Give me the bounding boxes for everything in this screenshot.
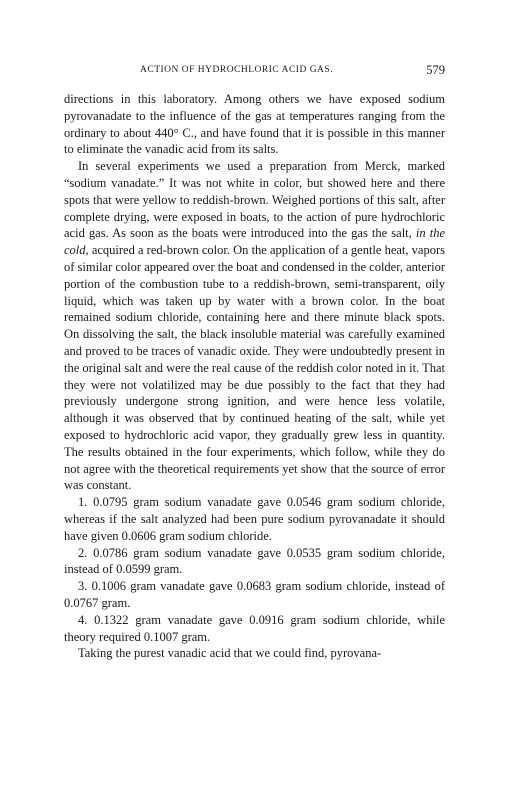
running-head [64,62,445,78]
running-title: ACTION OF HYDROCHLORIC ACID GAS. [140,65,334,75]
experiment-2: 2. 0.0786 gram sodium vanadate gave 0.0535 gram sodium chloride, instead of 0.0599 gram. [64,545,445,577]
body-text [64,91,445,662]
experiment-1: 1. 0.0795 gram sodium vanadate gave 0.0546 gram sodium chloride, whereas if the salt analyzed had been pure sodium pyrovanadate it should have given 0.0606 gram sodium chloride. [64,495,445,543]
paragraph-2-emphasis: in the cold, [64,226,445,258]
page-number: 579 [426,63,445,77]
paragraph-1: directions in this laboratory. Among others we have exposed sodium pyrovanadate to the influence of the gas at temperatures ranging from the ordinary to about 440° C., and have found that it is possible in this manner to eliminate the vanadic acid from its salts. [64,92,445,157]
experiment-3: 3. 0.1006 gram vanadate gave 0.0683 gram sodium chloride, instead of 0.0767 gram. [64,579,445,610]
paragraph-2-text-2: acquired a red-brown color. On the application of a gentle heat, vapors of similar color appeared over the boat and condensed in the colder, anterior portion of the combustion tube to a reddish-brown, semi-transparent, oily liquid, which was taken up by water with a brown color. In the boat remained sodium chloride, containing here and there minute black spots. On dissolving the salt, the black insoluble material was carefully examined and proved to be traces of vanadic oxide. They were undoubtedly present in the original salt and were the real cause of the reddish color noted in it. That they were not volatilized may be due possibly to the fact that they had previously undergone strong ignition, and were hence less volatile, although it was observed that by continued heating of the salt, while yet exposed to hydrochloric acid vapor, they gradually grew less in quantity. The results obtained in the four experiments, which follow, while they do not agree with the theoretical requirements yet show that the source of error was constant. [64,243,446,493]
paragraph-2-text-1: In several experiments we used a preparation from Merck, marked “sodium vanadate.” It was not white in color, but showed here and there spots that were yellow to reddish-brown. Weighed portions of this salt, after complete drying, were exposed in boats, to the action of pure hydrochloric acid gas. As soon as the boats were introduced into the gas the salt, [64,159,445,241]
paragraph-2 [64,158,445,494]
final-line: Taking the purest vanadic acid that we could find, pyrovana- [78,646,382,661]
experiment-4: 4. 0.1322 gram vanadate gave 0.0916 gram sodium chloride, while theory required 0.1007 gram. [64,612,445,644]
